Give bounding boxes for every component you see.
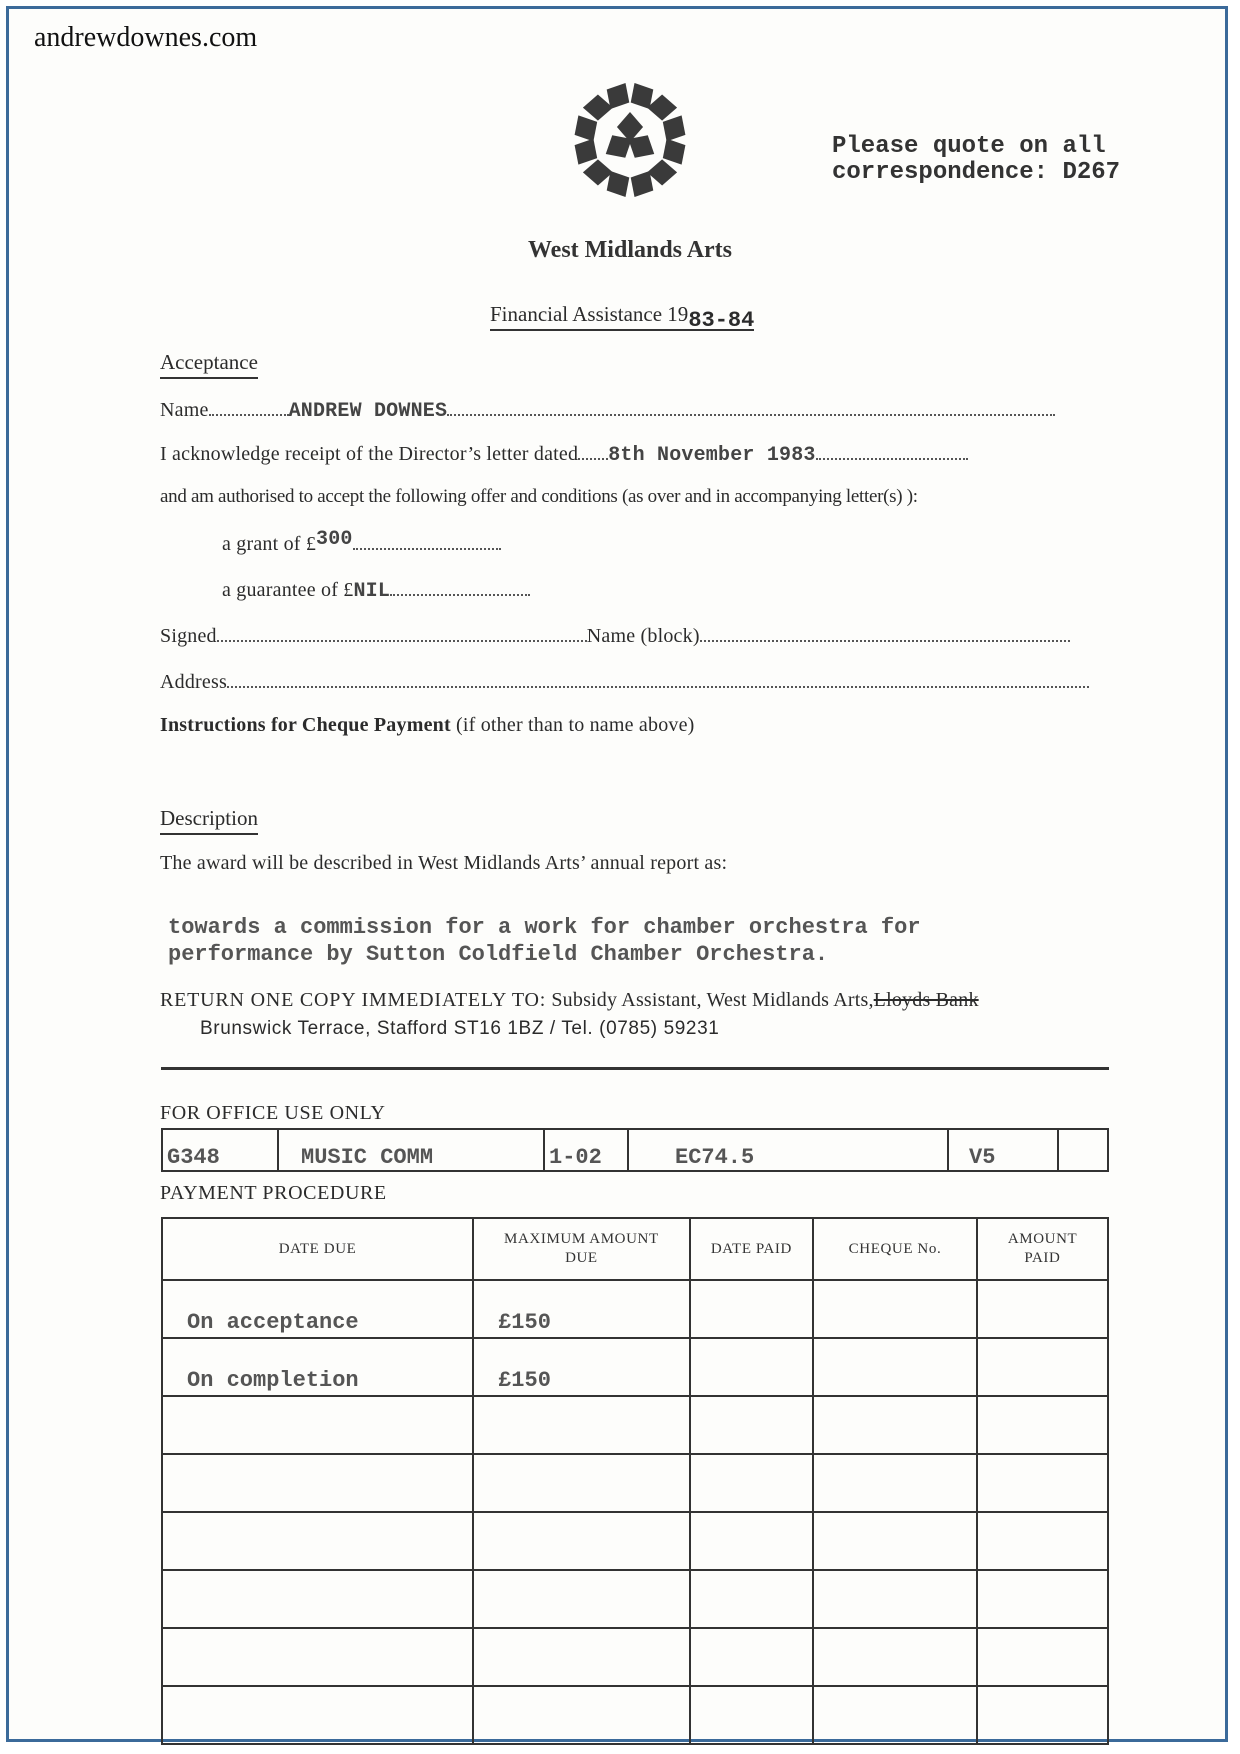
logo-rhombus (606, 135, 632, 158)
logo-rhombus (663, 139, 686, 165)
payment-row (162, 1396, 1108, 1454)
logo-rhombus (628, 135, 654, 158)
payment-cell (813, 1454, 977, 1512)
return-struck-text: Lloyds Bank (873, 989, 979, 1011)
col-cheque-no: CHEQUE No. (813, 1218, 977, 1280)
col-date-paid: DATE PAID (690, 1218, 813, 1280)
payment-cell (813, 1628, 977, 1686)
payment-cell (977, 1570, 1108, 1628)
payment-cell (690, 1454, 813, 1512)
letter-date: 8th November 1983 (608, 444, 816, 467)
logo-rhombus (583, 159, 613, 185)
acceptance-heading: Acceptance (160, 350, 258, 379)
payment-cell (977, 1686, 1108, 1744)
payment-cell (690, 1512, 813, 1570)
payment-cell (977, 1396, 1108, 1454)
office-heading: FOR OFFICE USE ONLY (160, 1102, 386, 1124)
address-label: Address (160, 671, 227, 693)
payment-cell (162, 1686, 473, 1744)
payment-cell (690, 1686, 813, 1744)
payment-header-row (162, 1218, 1108, 1280)
office-code: 1-02 (544, 1129, 628, 1171)
payment-cell (813, 1396, 977, 1454)
site-label: andrewdownes.com (34, 22, 258, 53)
logo-rhombus (607, 83, 630, 109)
west-midlands-arts-logo (556, 62, 704, 217)
payment-cell (162, 1454, 473, 1512)
office-code: V5 (948, 1129, 1058, 1171)
payment-cell (473, 1512, 690, 1570)
reference-line-2: correspondence: D267 (832, 159, 1121, 186)
payment-cell (977, 1628, 1108, 1686)
payment-cell: On completion (162, 1338, 473, 1396)
payment-cell (813, 1338, 977, 1396)
payment-cell: £150 (473, 1338, 690, 1396)
payment-cell (813, 1686, 977, 1744)
guarantee-row (222, 576, 530, 603)
payment-row (162, 1338, 1108, 1396)
cheque-label: Instructions for Cheque Payment (160, 714, 451, 736)
payment-cell (813, 1570, 977, 1628)
office-code: EC74.5 (628, 1129, 948, 1171)
cheque-row (160, 714, 695, 737)
payment-heading: PAYMENT PROCEDURE (160, 1182, 387, 1204)
logo-rhombus (631, 83, 654, 109)
signed-label: Signed (160, 625, 217, 647)
organisation-name: West Midlands Arts (527, 237, 733, 263)
payment-cell (690, 1280, 813, 1338)
payment-cell (162, 1570, 473, 1628)
return-row (160, 989, 979, 1012)
grant-value: 300 (316, 528, 353, 551)
payment-cell (162, 1396, 473, 1454)
logo-rhombus (663, 115, 686, 141)
logo-rhombus (575, 115, 598, 141)
payment-row (162, 1628, 1108, 1686)
authorised-text: and am authorised to accept the following offer and conditions (as over and in accompanying letter(s) ): (160, 486, 918, 507)
payment-table (161, 1217, 1109, 1745)
payment-cell (813, 1280, 977, 1338)
address-row (160, 668, 1089, 694)
payment-cell (473, 1570, 690, 1628)
payment-cell (473, 1396, 690, 1454)
payment-cell (690, 1338, 813, 1396)
description-heading: Description (160, 806, 258, 835)
financial-prefix: Financial Assistance 19 (490, 302, 689, 326)
name-row (160, 396, 1055, 423)
grant-label: a grant of £ (222, 533, 317, 555)
payment-cell (690, 1396, 813, 1454)
signed-row (160, 622, 1070, 648)
col-date-due: DATE DUE (162, 1218, 473, 1280)
payment-row (162, 1570, 1108, 1628)
name-label: Name (160, 399, 209, 421)
letter-label: I acknowledge receipt of the Director’s letter dated (160, 443, 579, 465)
payment-cell: On acceptance (162, 1280, 473, 1338)
logo-rhombus (607, 171, 630, 197)
payment-cell (977, 1280, 1108, 1338)
logo-rhombus (583, 95, 613, 121)
payment-cell (977, 1454, 1108, 1512)
payment-row (162, 1686, 1108, 1744)
col-amount-paid: AMOUNT PAID (977, 1218, 1108, 1280)
payment-cell (690, 1570, 813, 1628)
description-line-2: performance by Sutton Coldfield Chamber Orchestra. (168, 942, 829, 967)
payment-cell (162, 1512, 473, 1570)
reference-note (832, 134, 1120, 186)
letter-row (160, 440, 968, 467)
payment-cell (473, 1628, 690, 1686)
payment-cell (813, 1512, 977, 1570)
office-code: MUSIC COMM (278, 1129, 544, 1171)
payment-cell (977, 1512, 1108, 1570)
grant-row (222, 530, 501, 557)
payment-cell (162, 1628, 473, 1686)
payment-cell (690, 1628, 813, 1686)
logo-rhombus (631, 171, 654, 197)
payment-cell (473, 1686, 690, 1744)
return-label: RETURN ONE COPY IMMEDIATELY TO: (160, 989, 547, 1011)
col-max-amount: MAXIMUM AMOUNT DUE (473, 1218, 690, 1280)
payment-cell (977, 1338, 1108, 1396)
description-intro: The award will be described in West Midlands Arts’ annual report as: (160, 852, 728, 874)
guarantee-value: NIL (353, 580, 391, 603)
guarantee-label: a guarantee of £ (222, 579, 354, 601)
payment-row (162, 1512, 1108, 1570)
payment-cell: £150 (473, 1280, 690, 1338)
description-line-1: towards a commission for a work for chamber orchestra for (168, 915, 921, 940)
office-code: G348 (162, 1129, 278, 1171)
payment-row (162, 1454, 1108, 1512)
name-block-label: Name (block) (586, 625, 700, 647)
office-codes-table (161, 1128, 1109, 1172)
return-recipient: Subsidy Assistant, West Midlands Arts, (551, 989, 874, 1011)
cheque-note: (if other than to name above) (456, 714, 695, 736)
logo-rhombus (575, 139, 598, 165)
payment-row (162, 1280, 1108, 1338)
financial-years: 83-84 (688, 308, 755, 333)
financial-assistance-title (490, 302, 754, 331)
payment-cell (473, 1454, 690, 1512)
reference-line-1: Please quote on all (832, 133, 1106, 160)
logo-rhombus (647, 95, 677, 121)
office-code (1058, 1129, 1108, 1171)
divider-rule (161, 1067, 1109, 1070)
return-address: Brunswick Terrace, Stafford ST16 1BZ / Tel. (0785) 59231 (200, 1018, 720, 1039)
logo-rhombus (647, 159, 677, 185)
name-value: ANDREW DOWNES (288, 400, 448, 423)
description-text (168, 914, 921, 968)
